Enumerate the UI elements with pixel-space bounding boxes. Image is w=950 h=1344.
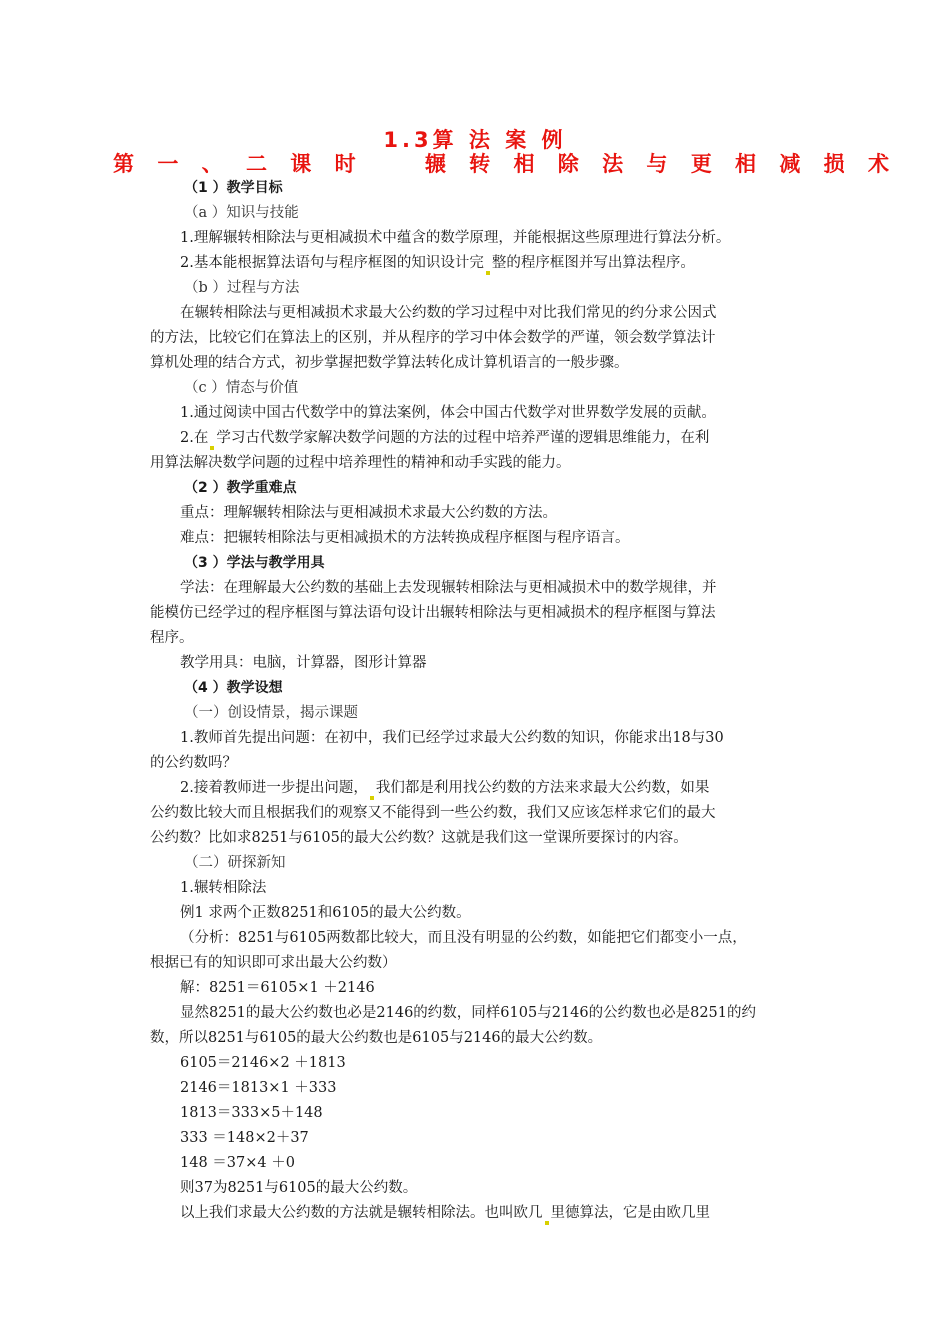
text-line: 算机处理的结合方式，初步掌握把数学算法转化成计算机语言的一般步骤。 [150,355,629,371]
equation-line: 1813＝333×5＋148 [180,1105,323,1121]
text-line: 根据已有的知识即可求出最大公约数） [150,955,397,971]
subsection-label: （c ）情态与价值 [184,380,299,396]
text-line: 1.教师首先提出问题：在初中，我们已经学过求最大公约数的知识，你能求出18与30 [180,730,724,746]
equation-line: 333 ＝148×2＋37 [180,1130,309,1146]
text-line: 难点：把辗转相除法与更相减损术的方法转换成程序框图与程序语言。 [180,530,630,546]
text-line: 则37为8251与6105的最大公约数。 [180,1180,418,1196]
dot-mark [210,446,214,450]
text-line: 数，所以8251与6105的最大公约数也是6105与2146的最大公约数。 [150,1030,603,1046]
subsection-label: （a ）知识与技能 [184,205,299,221]
text-span: 学习古代数学家解决数学问题的方法的过程中培养严谨的逻辑思维能力，在利 [216,430,710,446]
text-span: 我们都是利用找公约数的方法来求最大公约数，如果 [375,780,710,796]
document-body [150,176,810,1226]
equation-line: 6105＝2146×2 ＋1813 [180,1055,346,1071]
text-line: 的方法，比较它们在算法上的区别，并从程序的学习中体会数学的严谨，领会数学算法计 [150,330,716,346]
text-line: 1.理解辗转相除法与更相减损术中蕴含的数学原理，并能根据这些原理进行算法分析。 [180,230,731,246]
text-line: 1.辗转相除法 [180,880,267,896]
equation-line: 148 ＝37×4 ＋0 [180,1155,295,1171]
text-line [150,1201,810,1226]
text-line [150,251,810,276]
subsection-label: （一）创设情景，揭示课题 [184,705,358,721]
text-line: 教学用具：电脑，计算器，图形计算器 [180,655,427,671]
text-line: 程序。 [150,630,194,646]
text-line: 公约数比较大而且根据我们的观察又不能得到一些公约数，我们又应该怎样求它们的最大 [150,805,716,821]
section-heading: （2 ）教学重难点 [184,480,297,496]
text-line: 用算法解决数学问题的过程中培养理性的精神和动手实践的能力。 [150,455,571,471]
text-line [150,426,810,451]
dot-mark [486,271,490,275]
text-line: 学法：在理解最大公约数的基础上去发现辗转相除法与更相减损术中的数学规律，并 [180,580,717,596]
equation-line: 2146＝1813×1 ＋333 [180,1080,337,1096]
text-line: 公约数？比如求8251与6105的最大公约数？这就是我们这一堂课所要探讨的内容。 [150,830,688,846]
text-span: 以上我们求最大公约数的方法就是辗转相除法。也叫欧几 [180,1205,543,1221]
text-line: 显然8251的最大公约数也必是2146的约数，同样6105与2146的公约数也必是8251的约 [180,1005,757,1021]
dot-mark [545,1221,549,1225]
text-span: 2.接着教师进一步提出问题， [180,780,368,796]
text-span: 2.在 [180,430,209,446]
subsection-label: （b ）过程与方法 [184,280,300,296]
document-title: 1.3算 法 案 例 [383,128,567,152]
text-line: 在辗转相除法与更相减损术求最大公约数的学习过程中对比我们常见的约分求公因式 [180,305,717,321]
text-span: 整的程序框图并写出算法程序。 [491,255,695,271]
section-heading: （3 ）学法与教学用具 [184,555,325,571]
text-line: 1.通过阅读中国古代数学中的算法案例，体会中国古代数学对世界数学发展的贡献。 [180,405,716,421]
dot-mark [370,796,374,800]
text-line: 的公约数吗？ [150,755,237,771]
text-span: 里德算法，它是由欧几里 [550,1205,710,1221]
text-span: 2.基本能根据算法语句与程序框图的知识设计完 [180,255,484,271]
text-line [150,776,810,801]
text-line: 重点：理解辗转相除法与更相减损术求最大公约数的方法。 [180,505,557,521]
text-line: 解：8251＝6105×1 ＋2146 [180,980,375,996]
document-subtitle: 第 一 、 二 课 时 辗 转 相 除 法 与 更 相 减 损 术 [113,152,897,176]
subsection-label: （二）研探新知 [184,855,286,871]
text-line: 例1 求两个正数8251和6105的最大公约数。 [180,905,471,921]
section-heading: （4 ）教学设想 [184,680,283,696]
text-line: 能模仿已经学过的程序框图与算法语句设计出辗转相除法与更相减损术的程序框图与算法 [150,605,716,621]
text-line: （分析：8251与6105两数都比较大，而且没有明显的公约数，如能把它们都变小一点， [180,930,747,946]
section-heading: （1 ）教学目标 [184,180,283,196]
